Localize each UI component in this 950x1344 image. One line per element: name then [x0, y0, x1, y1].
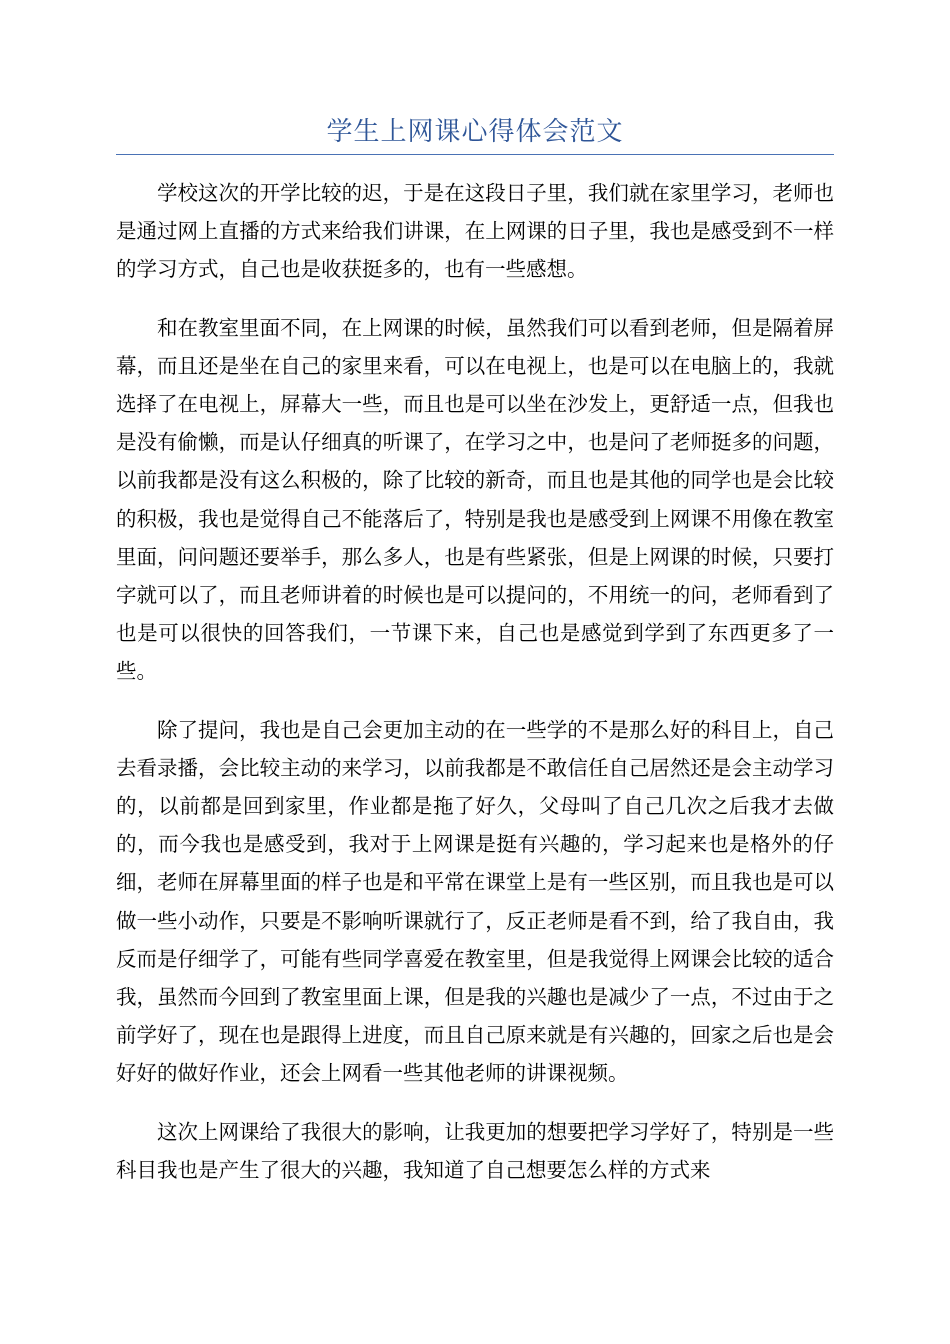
document-body [116, 174, 834, 1209]
document-title: 学生上网课心得体会范文 [326, 117, 624, 147]
title-underline [116, 154, 834, 155]
paragraph-1: 学校这次的开学比较的迟，于是在这段日子里，我们就在家里学习，老师也是通过网上直播的方式来给我们讲课，在上网课的日子里，我也是感受到不一样的学习方式，自己也是收获挺多的，也有一些感想。 [116, 181, 834, 282]
paragraph-3: 除了提问，我也是自己会更加主动的在一些学的不是那么好的科目上，自己去看录播，会比较主动的来学习，以前我都是不敢信任自己居然还是会主动学习的，以前都是回到家里，作业都是拖了好久，父母叫了自己几次之后我才去做的，而今我也是感受到，我对于上网课是挺有兴趣的，学习起来也是格外的仔细，老师在屏幕里面的样子也是和平常在课堂上是有一些区别，而且我也是可以做一些小动作，只要是不影响听课就行了，反正老师是看不到，给了我自由，我反而是仔细学了，可能有些同学喜爱在教室里，但是我觉得上网课会比较的适合我，虽然而今回到了教室里面上课，但是我的兴趣也是减少了一点，不过由于之前学好了，现在也是跟得上进度，而且自己原来就是有兴趣的，回家之后也是会好好的做好作业，还会上网看一些其他老师的讲课视频。 [116, 717, 834, 1086]
paragraph-2: 和在教室里面不同，在上网课的时候，虽然我们可以看到老师，但是隔着屏幕，而且还是坐在自己的家里来看，可以在电视上，也是可以在电脑上的，我就选择了在电视上，屏幕大一些，而且也是可以坐在沙发上，更舒适一点，但我也是没有偷懒，而是认仔细真的听课了，在学习之中，也是问了老师挺多的问题，以前我都是没有这么积极的，除了比较的新奇，而且也是其他的同学也是会比较的积极，我也是觉得自己不能落后了，特别是我也是感受到上网课不用像在教室里面，问问题还要举手，那么多人，也是有些紧张，但是上网课的时候，只要打字就可以了，而且老师讲着的时候也是可以提问的，不用统一的问，老师看到了也是可以很快的回答我们，一节课下来，自己也是感觉到学到了东西更多了一些。 [116, 315, 834, 684]
paragraph-4: 这次上网课给了我很大的影响，让我更加的想要把学习学好了，特别是一些科目我也是产生了很大的兴趣，我知道了自己想要怎么样的方式来 [116, 1119, 834, 1182]
